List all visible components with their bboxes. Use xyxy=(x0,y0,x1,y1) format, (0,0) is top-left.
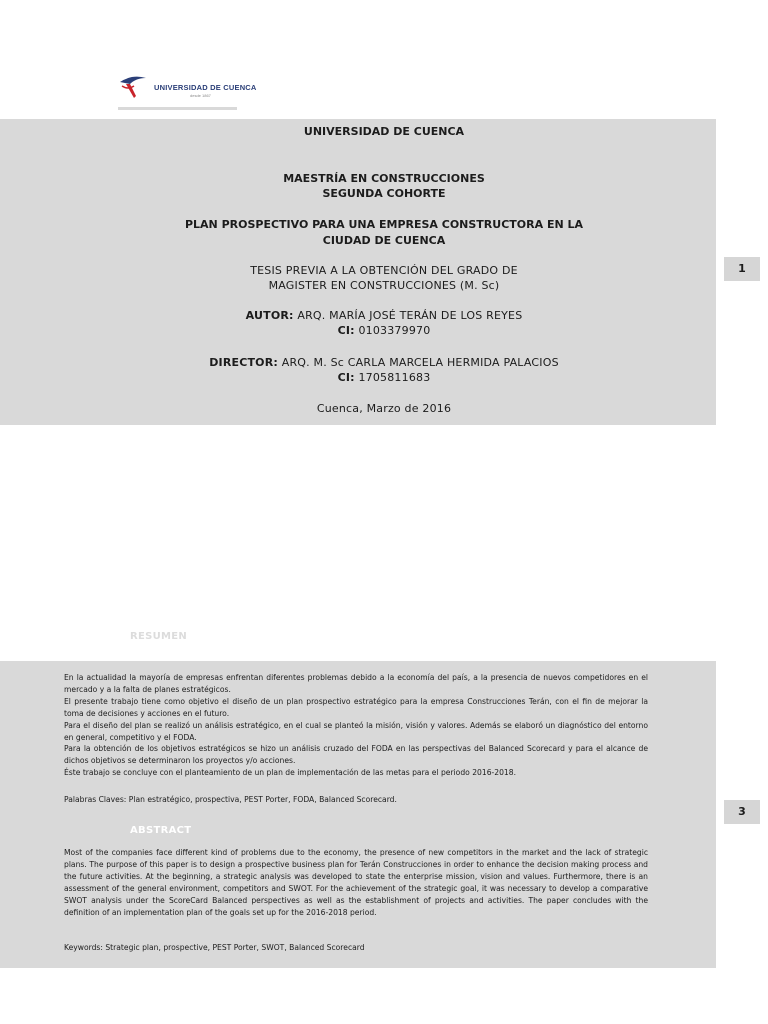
resumen-body: En la actualidad la mayoría de empresas enfrentan diferentes problemas debido a la economía del país, a la presencia de nuevos competidores en el mercado y a la falta de planes estratégicos. El presente trabajo tiene como objetivo el diseño de un plan prospectivo estratégico para la empresa Construcciones Terán, con el fin de mejorar la toma de decisiones y acciones en el futuro. Para el diseño del plan se realizó un análisis estratégico, en el cual se planteó la misión, visión y valores. Además se elaboró un diagnóstico del entorno en general, competitivo y el FODA. Para la obtención de los objetivos estratégicos se hizo un análisis cruzado del FODA en las perspectivas del Balanced Scorecard y para el alcance de dichos objetivos se determinaron los proyectos y/o acciones. Éste trabajo se concluye con el planteamiento de un plan de implementación de las metas para el periodo 2016-2018. xyxy=(64,673,648,778)
logo-text: UNIVERSIDAD DE CUENCA xyxy=(154,83,257,92)
university-name: UNIVERSIDAD DE CUENCA xyxy=(303,125,465,138)
place-date: Cuenca, Marzo de 2016 xyxy=(316,402,452,415)
resumen-heading: RESUMEN xyxy=(130,631,188,642)
thesis-title-line-2: CIUDAD DE CUENCA xyxy=(322,234,446,247)
author-ci: 0103379970 xyxy=(358,324,431,337)
director-ci-line xyxy=(0,371,768,385)
university-logo xyxy=(118,72,268,112)
thesis-title-line-1: PLAN PROSPECTIVO PARA UNA EMPRESA CONSTRUCTORA EN LA xyxy=(184,218,584,231)
program-line-1: MAESTRÍA EN CONSTRUCCIONES xyxy=(283,172,485,185)
resumen-keywords: Palabras Claves: Plan estratégico, prospectiva, PEST Porter, FODA, Balanced Scorecard. xyxy=(64,795,397,804)
page-number-1: 1 xyxy=(724,257,760,281)
logo-subtext: desde 1867 xyxy=(190,93,211,98)
university-emblem-icon xyxy=(118,72,148,100)
abstract-body: Most of the companies face different kind of problems due to the economy, the presence of new competitors in the market and the lack of strategic plans. The purpose of this paper is to design a prospective business plan for Terán Construcciones in order to enhance the decision making process and the future activities. At the beginning, a strategic analysis was developed to state the enterprise mission, vision and values. Furthermore, there is an assessment of the general environment, competitors and SWOT. For the achievement of the strategic goal, it was necessary to develop a comparative SWOT analysis under the ScoreCard Balanced perspectives as well as the establishment of projects and activities. The paper concludes with the definition of an implementation plan of the goals set up for the 2016-2018 period. xyxy=(64,848,648,917)
abstract-keywords: Keywords: Strategic plan, prospective, PEST Porter, SWOT, Balanced Scorecard xyxy=(64,943,365,952)
author-label: AUTOR: xyxy=(245,309,294,322)
logo-underline xyxy=(118,107,237,110)
degree-line-1: TESIS PREVIA A LA OBTENCIÓN DEL GRADO DE xyxy=(250,264,518,277)
author-name: ARQ. MARÍA JOSÉ TERÁN DE LOS REYES xyxy=(297,309,523,322)
program-line-2: SEGUNDA COHORTE xyxy=(322,187,446,200)
director-label: DIRECTOR: xyxy=(209,356,279,369)
director-line xyxy=(0,356,768,370)
author-line xyxy=(0,309,768,323)
degree-line-2: MAGISTER EN CONSTRUCCIONES (M. Sc) xyxy=(268,279,500,292)
director-ci: 1705811683 xyxy=(358,371,431,384)
page-number-3: 3 xyxy=(724,800,760,824)
abstract-heading: ABSTRACT xyxy=(130,825,192,836)
director-name: ARQ. M. Sc CARLA MARCELA HERMIDA PALACIOS xyxy=(281,356,559,369)
director-ci-label: CI: xyxy=(337,371,355,384)
author-ci-line xyxy=(0,324,768,338)
author-ci-label: CI: xyxy=(337,324,355,337)
